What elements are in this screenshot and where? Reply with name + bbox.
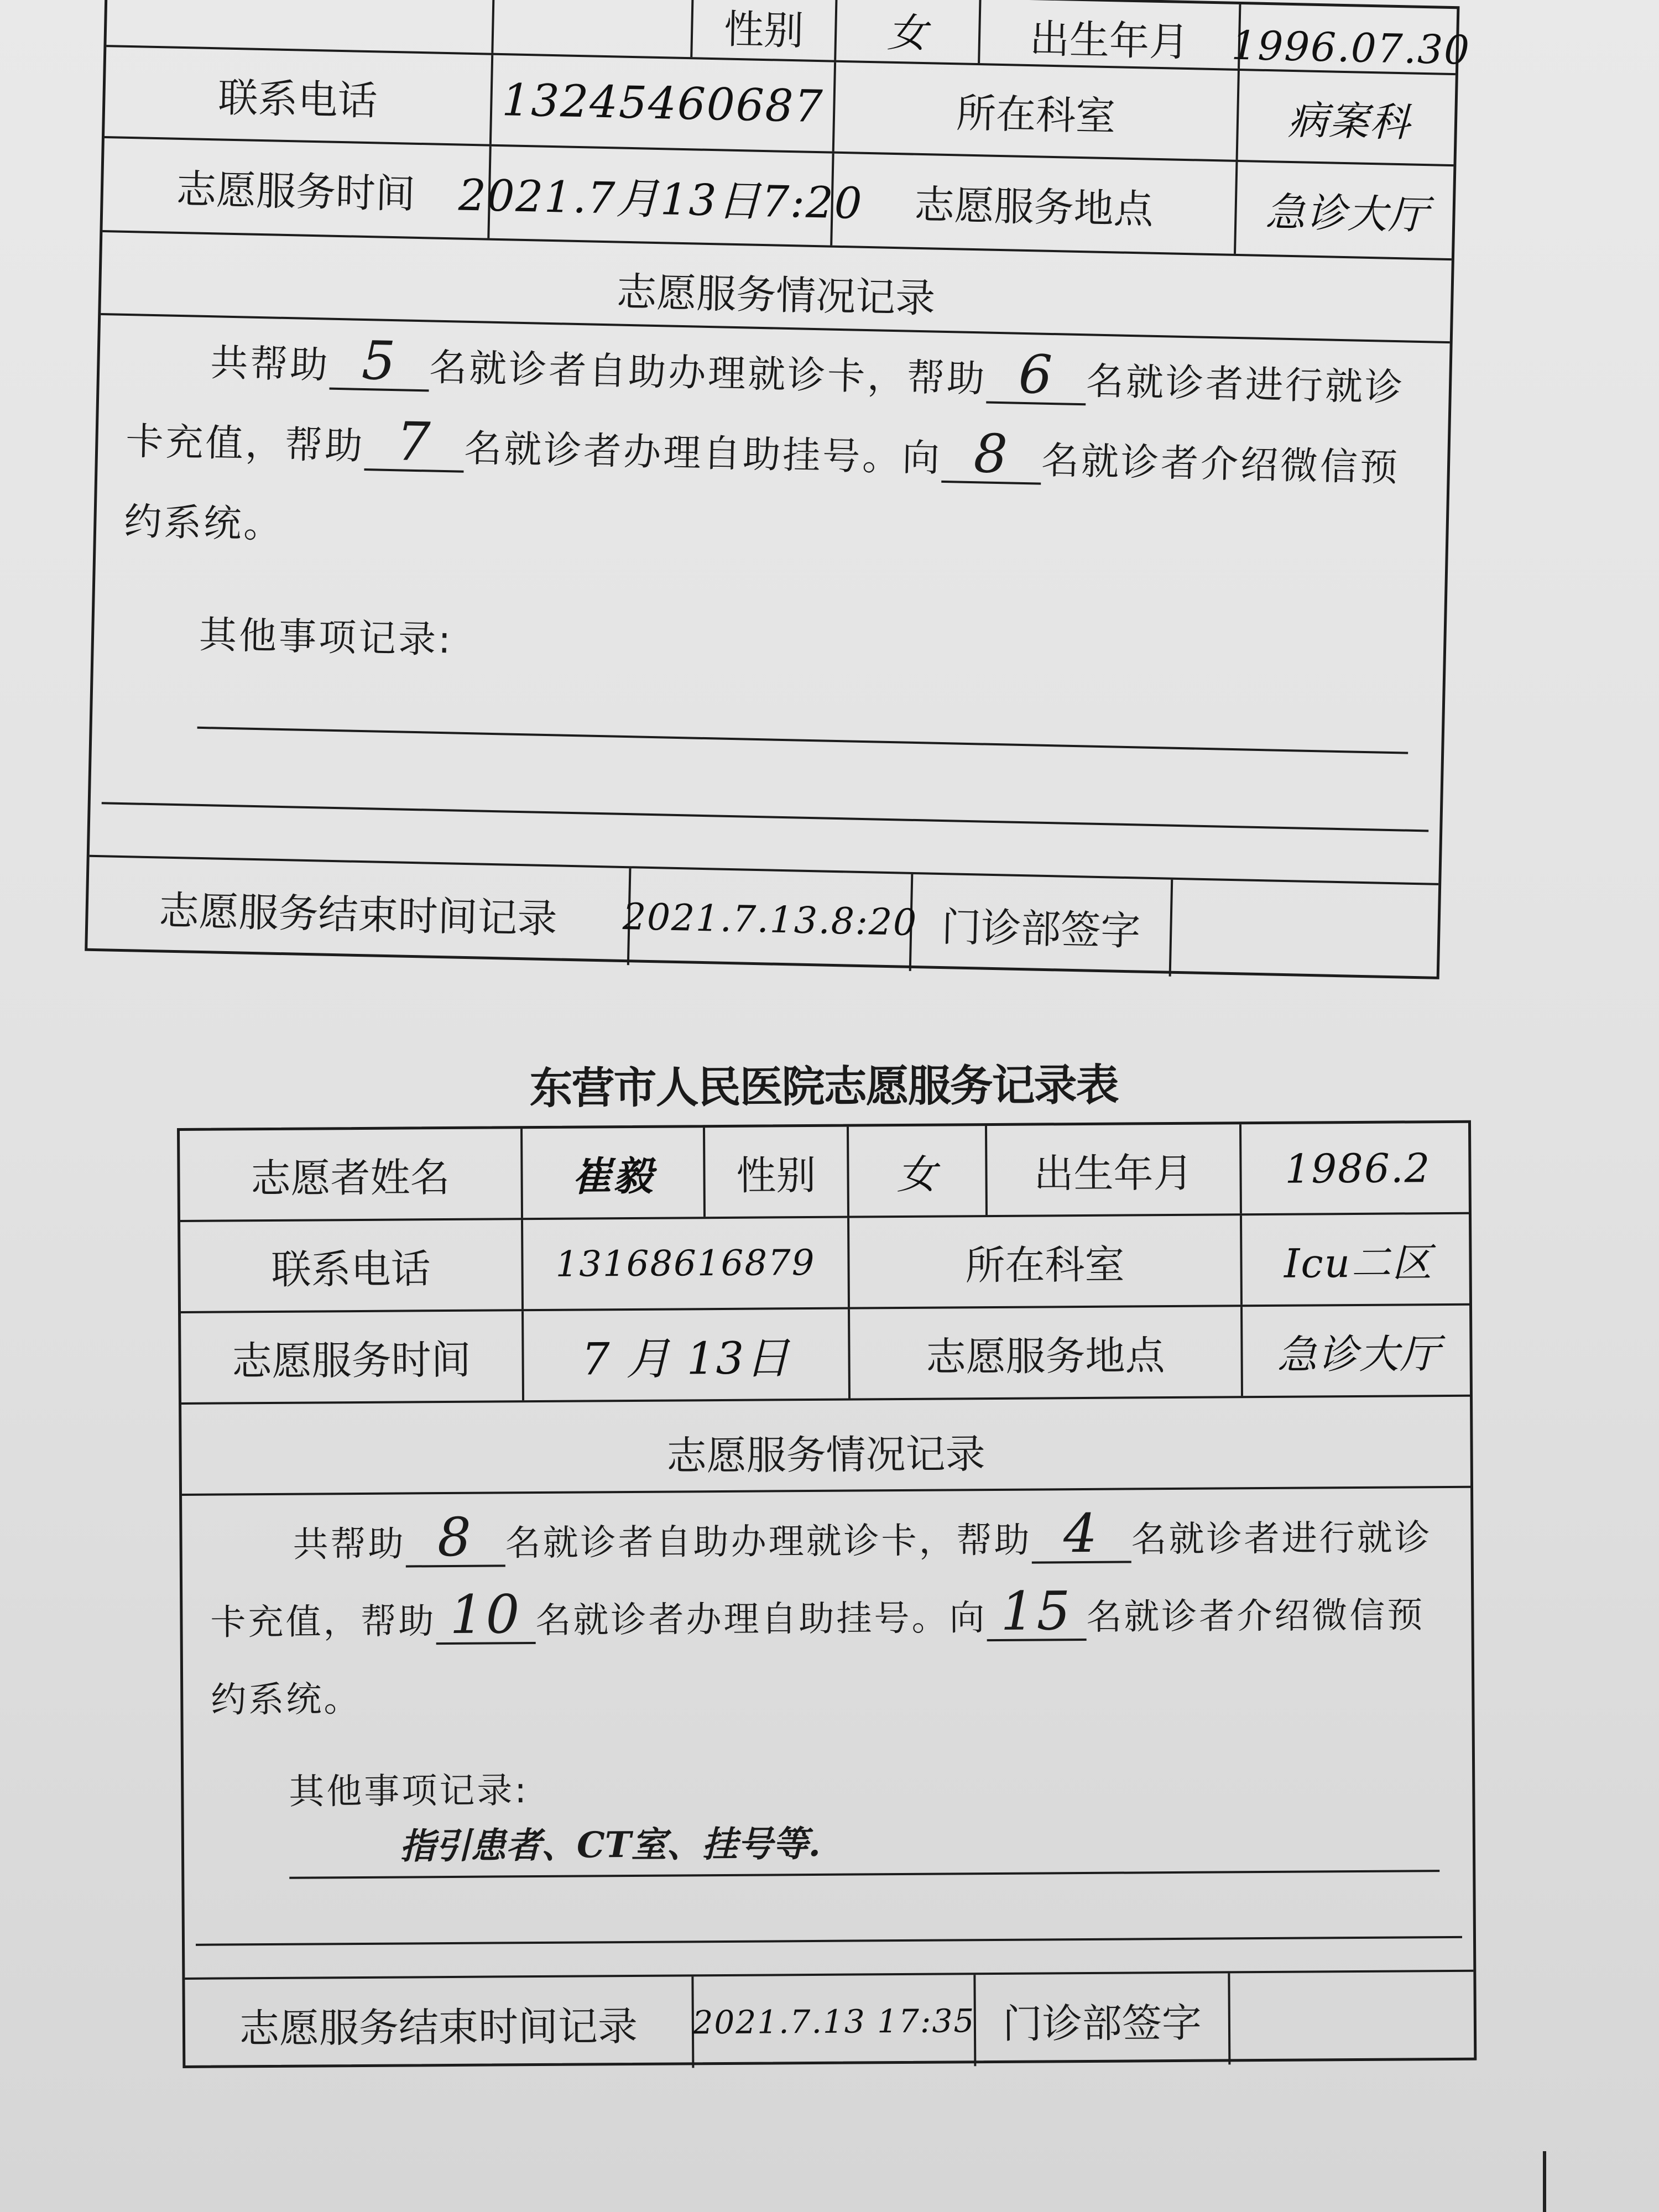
time-value-cell	[458, 147, 864, 246]
p4-text: 名就诊者办理自助挂号。向	[535, 1598, 987, 1642]
gender-value: 女	[896, 1151, 938, 1198]
end-label: 志愿服务结束时间记录	[158, 886, 558, 942]
gender-value: 女	[886, 9, 929, 57]
end-value: 2021.7.13 17:35	[692, 2001, 975, 2041]
phone-label: 联系电话	[217, 74, 378, 124]
p4-text: 名就诊者办理自助挂号。向	[463, 426, 942, 481]
section-title: 志愿服务情况记录	[666, 1431, 985, 1479]
gender-value-cell	[836, 0, 981, 63]
row-body	[90, 315, 1450, 885]
name-value-cell	[493, 0, 693, 57]
place-value: 急诊大厅	[1265, 189, 1430, 239]
paper-edge-mark	[1543, 2151, 1546, 2212]
name-label: 志愿者姓名	[251, 1154, 450, 1202]
count-register: 10	[436, 1587, 536, 1645]
end-value-cell	[622, 868, 918, 971]
row-name	[180, 1123, 1469, 1222]
p2-text: 名就诊者自助办理就诊卡，帮助	[505, 1520, 1032, 1564]
dept-label: 所在科室	[965, 1241, 1125, 1288]
time-label-cell	[102, 138, 491, 238]
form-table	[177, 1120, 1477, 2068]
phone-value: 13245460687	[501, 74, 825, 133]
sign-label: 门诊部签字	[941, 903, 1141, 954]
service-paragraph	[123, 321, 1428, 589]
p3-text: 名就诊者进行就诊卡充值，帮助	[125, 359, 1405, 469]
place-value: 急诊大厅	[1277, 1330, 1441, 1378]
row-end	[185, 1972, 1474, 2071]
count-card: 5	[330, 332, 430, 392]
row-time	[181, 1306, 1470, 1405]
p1-text: 共帮助	[293, 1524, 406, 1566]
volunteer-record-form-1	[85, 0, 1471, 979]
place-label: 志愿服务地点	[926, 1332, 1165, 1380]
time-value: 2021.7月13日7:20	[458, 170, 864, 229]
phone-value: 13168616879	[555, 1242, 816, 1285]
name-label-cell	[180, 1129, 523, 1220]
other-line-2	[102, 802, 1429, 832]
time-value: 7 月 13日	[581, 1332, 791, 1385]
time-label: 志愿服务时间	[176, 165, 416, 217]
name-label-cell	[106, 0, 494, 53]
count-recharge: 4	[1031, 1505, 1131, 1563]
p5-text: 名就诊者介绍微信预约系统。	[211, 1595, 1425, 1721]
row-section-title	[181, 1397, 1470, 1496]
birth-label: 出生年月	[1034, 1149, 1193, 1197]
count-wechat: 8	[941, 425, 1042, 485]
name-value-cell	[523, 1128, 706, 1218]
gender-label-cell	[692, 0, 837, 60]
birth-value-cell	[1230, 4, 1471, 74]
end-label: 志愿服务结束时间记录	[239, 2002, 638, 2052]
form-table	[85, 0, 1471, 979]
count-recharge: 6	[986, 346, 1087, 406]
gender-label: 性别	[736, 1151, 816, 1199]
section-title: 志愿服务情况记录	[616, 268, 936, 322]
end-value: 2021.7.13.8:20	[622, 895, 918, 945]
row-phone	[180, 1214, 1469, 1313]
time-label-cell	[181, 1311, 524, 1402]
service-paragraph	[210, 1499, 1450, 1739]
name-value: 崔毅	[572, 1152, 654, 1200]
gender-value-cell	[849, 1126, 988, 1216]
place-value-cell	[1236, 162, 1459, 258]
birth-value: 1986.2	[1285, 1144, 1431, 1192]
dept-value: Icu二区	[1284, 1239, 1433, 1287]
p5-text: 名就诊者介绍微信预约系统。	[123, 439, 1400, 547]
sign-label-cell	[975, 1973, 1230, 2066]
other-value: 指引患者、CT室、挂号等.	[399, 1823, 821, 1867]
place-label-cell	[850, 1307, 1243, 1398]
phone-value-cell	[492, 55, 836, 152]
phone-value-cell	[523, 1218, 850, 1310]
dept-value: 病案科	[1287, 96, 1411, 145]
dept-value-cell	[1238, 71, 1461, 164]
sign-value-cell	[1230, 1972, 1479, 2065]
count-register: 7	[364, 413, 465, 473]
time-value-cell	[524, 1310, 851, 1401]
end-label-cell	[87, 857, 631, 965]
birth-label-cell	[980, 0, 1241, 69]
sign-label-cell	[911, 874, 1173, 977]
time-label: 志愿服务时间	[232, 1336, 471, 1384]
gender-label-cell	[705, 1127, 849, 1217]
place-value-cell	[1243, 1306, 1475, 1396]
other-line-2	[196, 1936, 1462, 1946]
phone-label-cell	[180, 1220, 524, 1311]
dept-label: 所在科室	[956, 89, 1117, 139]
other-label: 其他事项记录:	[289, 1770, 529, 1813]
birth-label: 出生年月	[1029, 15, 1190, 66]
other-line-1	[289, 1870, 1439, 1879]
other-label: 其他事项记录:	[199, 613, 453, 662]
gender-label: 性别	[723, 6, 805, 54]
row-body	[182, 1488, 1473, 1980]
dept-label-cell	[834, 62, 1240, 160]
count-wechat: 15	[987, 1583, 1087, 1641]
p1-text: 共帮助	[210, 341, 331, 388]
place-label-cell	[832, 154, 1238, 254]
end-value-cell	[693, 1975, 976, 2068]
birth-value-cell	[1241, 1123, 1474, 1214]
p2-text: 名就诊者自助办理就诊卡，帮助	[429, 346, 988, 401]
place-label: 志愿服务地点	[914, 181, 1154, 233]
sign-label: 门诊部签字	[1002, 1999, 1202, 2047]
sign-value-cell	[1171, 880, 1444, 982]
other-line-1	[197, 727, 1408, 754]
phone-label: 联系电话	[271, 1245, 431, 1293]
volunteer-record-form-2	[177, 1060, 1477, 2068]
birth-label-cell	[987, 1124, 1242, 1215]
p3-text: 名就诊者进行就诊卡充值，帮助	[210, 1517, 1432, 1644]
dept-label-cell	[849, 1215, 1243, 1307]
form-title: 东营市人民医院志愿服务记录表	[529, 1060, 1118, 1114]
dept-value-cell	[1242, 1214, 1475, 1305]
count-card: 8	[405, 1509, 505, 1567]
birth-value: 1996.07.30	[1230, 22, 1471, 74]
end-label-cell	[185, 1976, 694, 2071]
phone-label-cell	[105, 47, 493, 144]
